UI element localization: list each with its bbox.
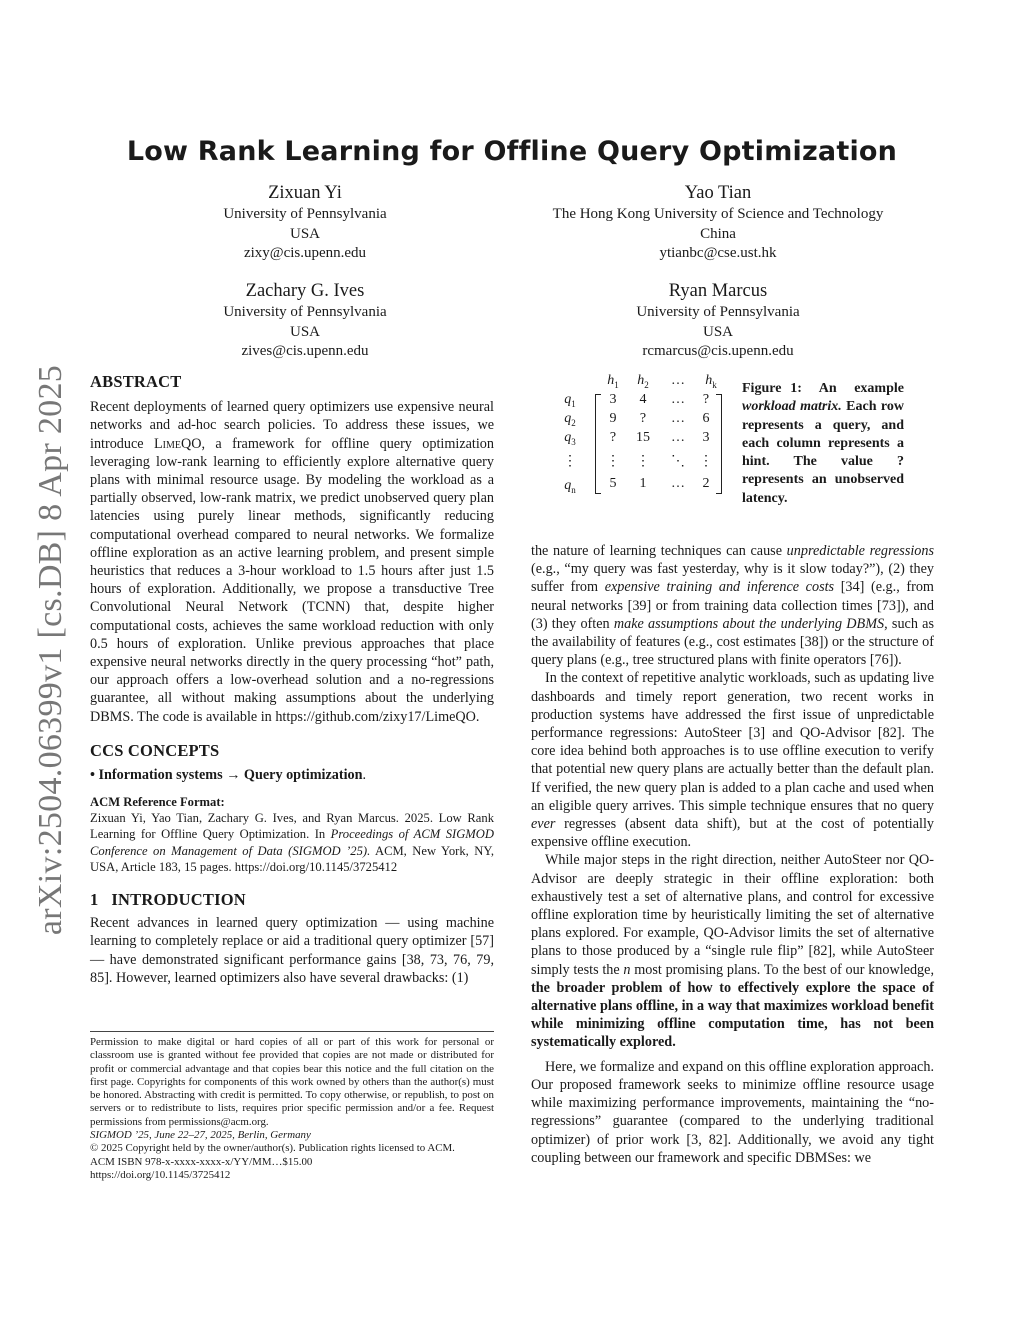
system-name: LimeQO [153, 435, 202, 452]
matrix-cell: ⋮ [636, 454, 650, 469]
workload-matrix-figure [538, 370, 738, 505]
conference-info: SIGMOD ’25, June 22–27, 2025, Berlin, Germany [90, 1129, 311, 1142]
intro-heading: 1 INTRODUCTION [90, 890, 246, 910]
col-header: $h_1$ [607, 373, 619, 390]
matrix-cell: 4 [639, 392, 647, 407]
matrix-cell: … [671, 430, 685, 445]
author-name: Ryan Marcus [668, 281, 768, 301]
matrix-cell: 3 [702, 430, 710, 445]
paragraph: In the context of repetitive analytic workloads, such as updating live dashboards and timely report generation, two recent works in production systems have addressed the first issue of unpredictable performance regressions: AutoSteer [3] and QO-Advisor [82]. The core idea behind both approaches is to use offline execution to verify that potential new query plans are actually better than the default plan. If verified, the new query plan is added to a plan cache and used when an eligible query arrives. This simple technique ensures that no query ever regresses (absent data shift), but at the cost of potentially expensive offline execution. [531, 670, 934, 851]
intro-text: Recent advances in learned query optimization — using machine learning to completely replace or aid a traditional query optimizer [57] — have demonstrated significant performance gains [38, 73, 76, 79, 85]. However, learned optimizers also have several drawbacks: (1) [90, 915, 494, 986]
matrix-cell: ? [702, 392, 710, 407]
matrix-cell: … [671, 392, 685, 407]
paragraph: the nature of learning techniques can cause unpredictable regressions (e.g., “my query was fast yesterday, why is it slow today?”), (2) they suffer from expensive training and inference costs [34] (e.g., from neural networks [39] or from training data collection times [73]), and (3) they often make assumptions about the underlying DBMS, such as the availability of features (e.g., cost estimates [38]) or the structure of query plans (e.g., tree structured plans with finite operators [76]). [531, 543, 934, 669]
permission-notice: Permission to make digital or hard copies of all or part of this work for personal or classroom use is granted without fee provided that copies are not made or distributed for profit or commercial advantage and that copies bear this notice and the full citation on the first page. Copyrights for components of this work owned by others than the author(s) must be honored. Abstracting with credit is permitted. To copy otherwise, or republish, to post on servers or to redistribute to lists, requires prior specific permission and/or a fee. Request permissions from permissions@acm.org. [90, 1036, 494, 1128]
abstract-heading: ABSTRACT [90, 372, 182, 391]
col-header: $h_2$ [637, 373, 649, 390]
author-email: zives@cis.upenn.edu [241, 343, 369, 359]
author-country: USA [289, 225, 320, 242]
author-country: USA [702, 323, 733, 340]
footnote-rule [90, 1031, 494, 1032]
author-name: Zixuan Yi [268, 183, 342, 203]
ccs-concept: • Information systems → Query optimization. [90, 767, 367, 784]
left-column [90, 373, 494, 987]
matrix-cell: 5 [609, 476, 617, 491]
matrix-cell: … [671, 476, 685, 491]
right-column [531, 542, 934, 1167]
author-email: ytianbc@cse.ust.hk [659, 245, 777, 261]
acm-ref-text: Zixuan Yi, Yao Tian, Zachary G. Ives, and Ryan Marcus. 2025. Low Rank Learning for Offline Query Optimization. In Proceedings of ACM SIGMOD Conference on Management of Data (SIGMOD ’25). ACM, New York, NY, USA, Article 183, 15 pages. https://doi.org/10.1145/3725412 [90, 811, 494, 874]
row-header: $q_n$ [564, 478, 576, 495]
matrix-cell: 9 [609, 411, 617, 426]
author-affiliation: University of Pennsylvania [223, 304, 387, 320]
col-header: … [671, 373, 685, 388]
author-affiliation: The Hong Kong University of Science and Technology [552, 206, 884, 222]
author-block-1 [160, 181, 450, 264]
author-block-2 [512, 181, 924, 264]
row-header: ⋮ [563, 454, 577, 469]
author-name: Yao Tian [684, 183, 752, 203]
row-header: $q_1$ [564, 392, 576, 409]
isbn: ACM ISBN 978-x-xxxx-xxxx-x/YY/MM…$15.00 [90, 1155, 313, 1168]
ccs-heading: CCS CONCEPTS [90, 740, 220, 760]
paper-title: Low Rank Learning for Offline Query Optimization [126, 136, 898, 167]
col-header: $h_k$ [705, 373, 717, 390]
author-email: rcmarcus@cis.upenn.edu [642, 343, 794, 359]
author-block-4 [562, 279, 874, 362]
paragraph: Here, we formalize and expand on this offline exploration approach. Our proposed framework seeks to minimize offline resource usage while maximizing performance improvements, maintaining the “no-regressions” guarantee (compared to the underlying traditional optimizer) of prior work [3, 82]. Additionally, we avoid any tight coupling between our framework and specific DBMSes: we [531, 1058, 934, 1166]
copyright: © 2025 Copyright held by the owner/author(s). Publication rights licensed to ACM. [90, 1142, 455, 1155]
figure-caption: Figure 1: An example workload matrix. Each row represents a query, and each column represents a hint. The value ? represents an unobserved latency. [742, 381, 908, 506]
abstract-text: Recent deployments of learned query optimizers use expensive neural networks and ad-hoc search policies. To address these issues, we introduce LimeQO, a framework for offline query optimization leveraging low-rank learning to efficiently explore alternative query plans with minimal resource usage. By modeling the workload as a partially observed, low-rank matrix, we predict unobserved query plan latencies using purely linear methods, significantly reducing computational overhead compared to neural networks. We formalize offline exploration as an active learning problem, and present simple heuristics that reduces a 3-hour workload to 1.5 hours after just 1.5 hours of exploration. Additionally, we propose a transductive Tree Convolutional Neural Network (TCNN) that, despite higher computational costs, achieves the same workload reduction with only 0.5 hours of exploration. Unlike previous approaches that place expensive neural networks directly in the query processing “hot” path, our approach offers a low-overhead solution and a no-regressions guarantee, all without making assumptions about the underlying DBMS. The code is available in https://github.com/zixy17/LimeQO. [90, 399, 494, 725]
row-header: $q_2$ [564, 411, 576, 428]
acm-ref-heading: ACM Reference Format: [90, 795, 225, 810]
footnote [90, 1036, 494, 1182]
row-header: $q_3$ [564, 430, 576, 447]
author-affiliation: University of Pennsylvania [223, 206, 387, 222]
author-country: China [700, 225, 736, 242]
matrix-cell: 15 [636, 430, 650, 445]
matrix-cell: ⋮ [606, 454, 620, 469]
author-country: USA [289, 323, 320, 340]
matrix-cell: 2 [702, 476, 710, 491]
matrix-cell: ⋮ [699, 454, 713, 469]
matrix-cell: ⋱ [671, 454, 685, 469]
matrix-cell: … [671, 411, 685, 426]
author-block-3 [160, 279, 450, 362]
author-email: zixy@cis.upenn.edu [243, 245, 367, 261]
author-name: Zachary G. Ives [245, 281, 365, 301]
matrix-cell: ? [639, 411, 647, 426]
matrix-cell: 6 [702, 411, 710, 426]
doi: https://doi.org/10.1145/3725412 [90, 1168, 231, 1181]
matrix-cell: 3 [609, 392, 617, 407]
matrix-cell: 1 [639, 476, 647, 491]
arxiv-identifier: arXiv:2504.06399v1 [cs.DB] 8 Apr 2025 [32, 364, 69, 936]
paragraph: While major steps in the right direction, neither AutoSteer nor QO-Advisor are deeply strategic in their offline exploration: both exhaustively test a set of alternative plans, and control for excessive offline exploration time by heuristically limiting the set of alternative plans explored. For example, QO-Advisor limits the set of alternative plans to those produced by a “single rule flip” [82], while AutoSteer simply tests the n most promising plans. To the best of our knowledge, the broader problem of how to effectively explore the space of alternative plans offline, in a way that maximizes workload benefit while minimizing offline computation time, has not been systematically explored. [531, 852, 934, 1051]
matrix-cell: ? [609, 430, 617, 445]
author-affiliation: University of Pennsylvania [636, 304, 800, 320]
